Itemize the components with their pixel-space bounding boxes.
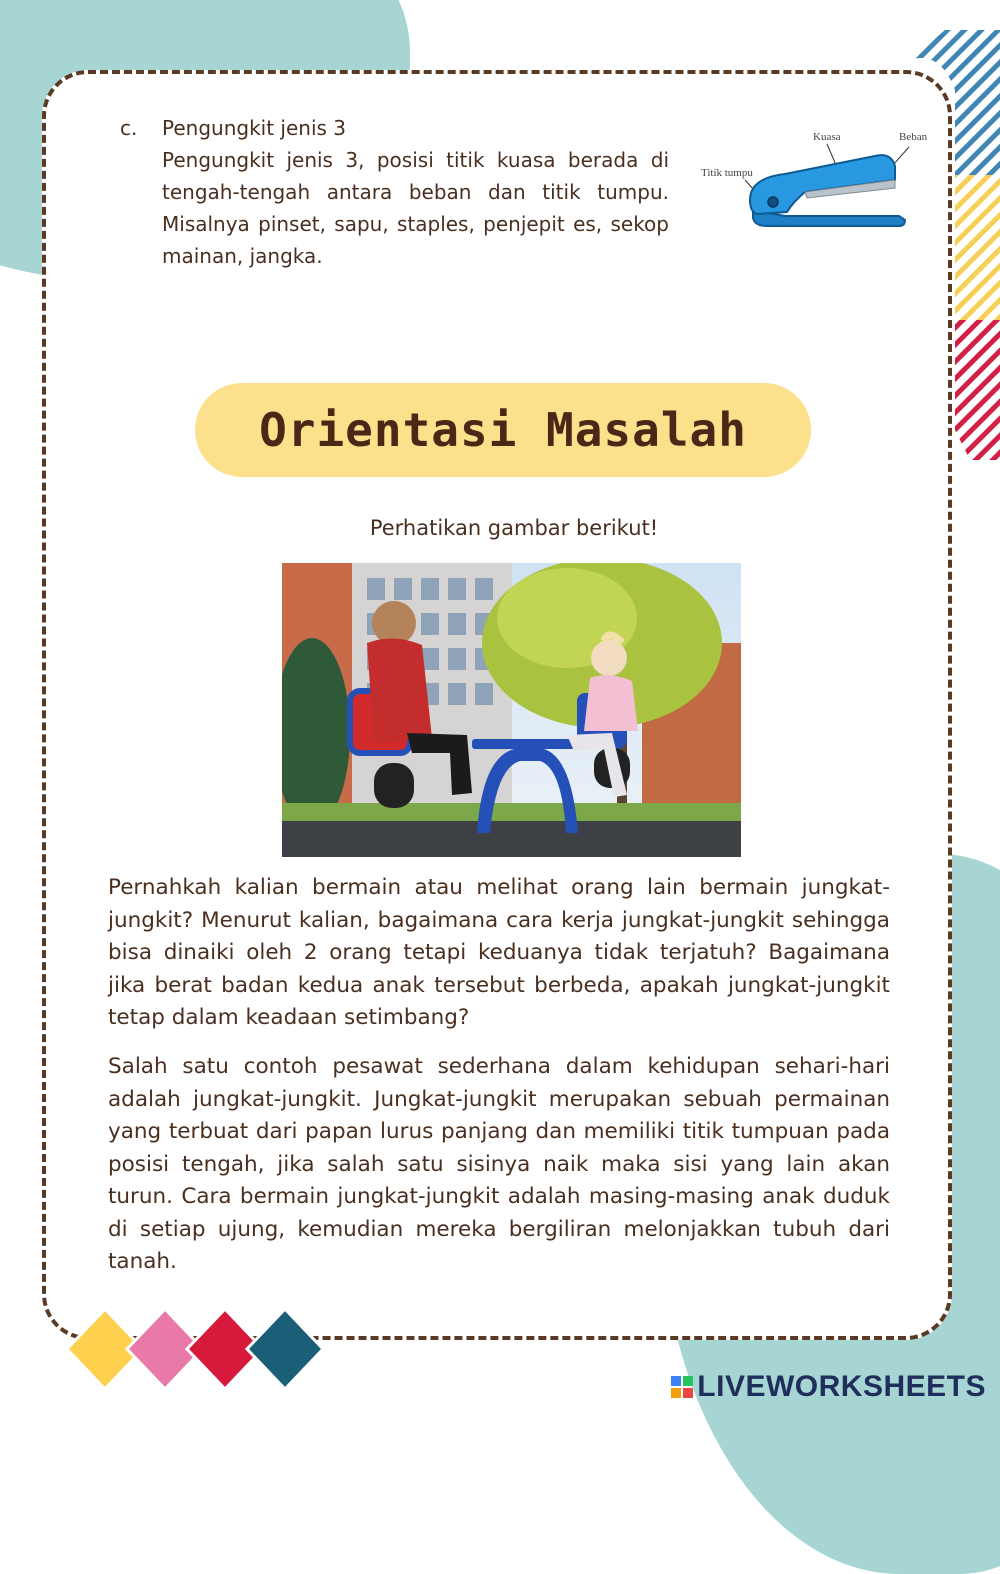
seesaw-photo xyxy=(282,563,741,857)
section-description: Pengungkit jenis 3, posisi titik kuasa berada di tengah-tengah antara beban dan titik tumpu. Misalnya pinset, sapu, staples, penjepit es, sekop mainan, jangka. xyxy=(162,148,669,268)
instruction-text: Perhatikan gambar berikut! xyxy=(369,516,659,540)
diamond-teal xyxy=(247,1309,323,1389)
stapler-diagram xyxy=(695,122,935,237)
paragraph-explanation: Salah satu contoh pesawat sederhana dalam kehidupan sehari-hari adalah jungkat-jungkit. Jungkat-jungkit merupakan sebuah permainan yang terbuat dari papan lurus panjang dan memiliki titik tumpuan pada posisi tengah, jika salah satu sisinya naik maka sisi yang lain akan turun. Cara bermain jungkat-jungkit adalah masing-masing anak duduk di setiap ujung, kemudian mereka bergiliran melonjakkan tubuh dari tanah. xyxy=(108,1054,890,1274)
brand-name: LIVEWORKSHEETS xyxy=(697,1370,986,1403)
boy-head xyxy=(372,601,416,645)
logo-grid-icon xyxy=(671,1376,693,1398)
paragraph-question: Pernahkah kalian bermain atau melihat orang lain bermain jungkat-jungkit? Menurut kalian, bagaimana cara kerja jungkat-jungkit sehingga bisa dinaiki oleh 2 orang tetapi keduanya tidak terjatuh? Bagaimana jika berat badan kedua anak tersebut berbeda, apakah jungkat-jungkit tetap dalam keadaan setimbang? xyxy=(108,875,890,1030)
label-beban: Beban xyxy=(899,131,928,143)
list-marker: c. xyxy=(120,116,138,140)
banner-title: Orientasi Masalah xyxy=(259,403,747,457)
boy-jacket xyxy=(367,638,432,743)
label-kuasa: Kuasa xyxy=(813,131,841,143)
section-title: Pengungkit jenis 3 xyxy=(162,116,347,140)
girl-jacket xyxy=(584,675,638,731)
section-banner xyxy=(195,383,811,477)
label-titik-tumpu: Titik tumpu xyxy=(701,167,753,179)
liveworksheets-logo[interactable] xyxy=(671,1370,986,1404)
stapler-hinge xyxy=(768,197,778,207)
pavement xyxy=(282,821,741,857)
girl-head xyxy=(591,640,627,676)
grass xyxy=(282,803,741,821)
diamond-decoration xyxy=(65,1305,345,1395)
